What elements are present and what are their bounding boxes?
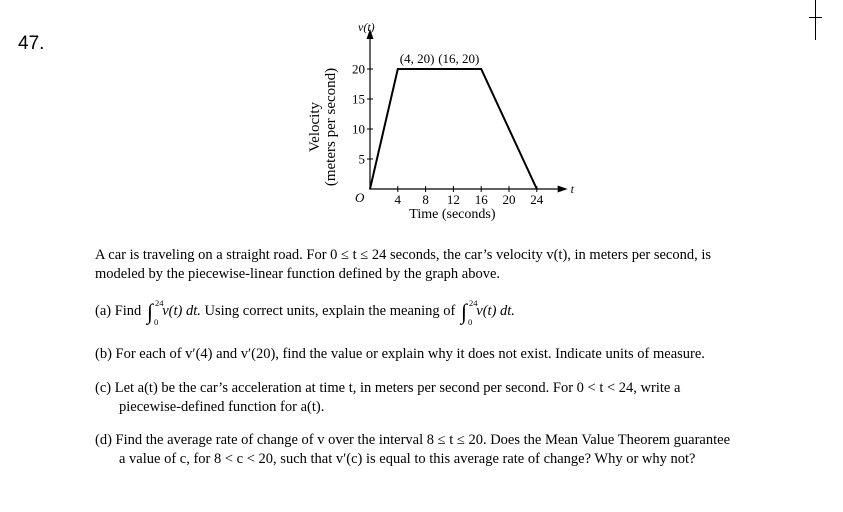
integral-1-upper: 24	[154, 298, 164, 308]
y-tick-label: 20	[352, 61, 365, 77]
y-axis-title-line-2: (meters per second)	[323, 67, 339, 187]
integral-sign-2: ∫ 24 0	[461, 298, 478, 327]
data-point	[397, 68, 399, 70]
part-a-middle: Using correct units, explain the meaning of	[204, 303, 456, 319]
y-axis-function-label: v(t)	[358, 20, 375, 34]
integral-sign-1: ∫ 24 0	[146, 298, 164, 327]
x-tick-label: 4	[394, 192, 402, 207]
part-a-integrand-2: v(t) dt.	[476, 303, 515, 319]
integral-2-lower: 0	[468, 317, 473, 327]
question-number: 47.	[18, 33, 45, 54]
x-tick-label: 24	[530, 192, 544, 207]
intro-line-2: modeled by the piecewise-linear function defined by the graph above.	[95, 266, 501, 282]
velocity-line	[370, 69, 537, 189]
part-d-line-1: (d) Find the average rate of change of v over the interval 8 ≤ t ≤ 20. Does the Mean Value Theorem guarantee	[95, 432, 731, 448]
part-c-line-1: (c) Let a(t) be the car’s acceleration at time t, in meters per second per second. For 0 < t < 24, write a	[95, 380, 681, 396]
annotation-4-20: (4, 20)	[399, 51, 435, 66]
part-a-integrand-1: v(t) dt.	[162, 303, 201, 319]
x-axis-variable-label: t	[570, 182, 574, 196]
x-tick-label: 8	[422, 192, 429, 207]
part-d	[95, 431, 815, 469]
integral-2-upper: 24	[469, 298, 478, 308]
annotation-16-20: (16, 20)	[438, 51, 480, 66]
part-c	[95, 379, 815, 417]
y-tick-label: 5	[358, 151, 365, 167]
x-axis-arrow	[558, 186, 568, 193]
y-tick-label: 10	[352, 121, 365, 137]
x-axis-title: Time (seconds)	[409, 207, 496, 222]
data-point	[536, 188, 538, 190]
part-c-line-2: piecewise-defined function for a(t).	[119, 399, 325, 415]
velocity-graph	[0, 0, 843, 240]
data-point	[480, 68, 482, 70]
intro-line-1: A car is traveling on a straight road. For 0 ≤ t ≤ 24 seconds, the car’s velocity v(t), in meters per second, is	[95, 247, 712, 263]
data-point	[369, 188, 371, 190]
origin-label: O	[355, 190, 365, 205]
part-d-line-2: a value of c, for 8 < c < 20, such that v′(c) is equal to this average rate of change? Why or why not?	[119, 451, 696, 467]
x-tick-label: 16	[474, 192, 488, 207]
part-a	[95, 298, 815, 327]
y-axis-title-line-1: Velocity	[307, 102, 323, 152]
intro-paragraph	[95, 246, 815, 284]
part-b: (b) For each of v′(4) and v′(20), find the value or explain why it does not exist. Indicate units of measure.	[95, 346, 705, 362]
x-tick-label: 12	[446, 192, 460, 207]
x-tick-label: 20	[502, 192, 516, 207]
y-tick-label: 15	[352, 91, 365, 107]
integral-1-lower: 0	[153, 317, 159, 327]
part-a-prefix: (a) Find	[95, 303, 142, 319]
